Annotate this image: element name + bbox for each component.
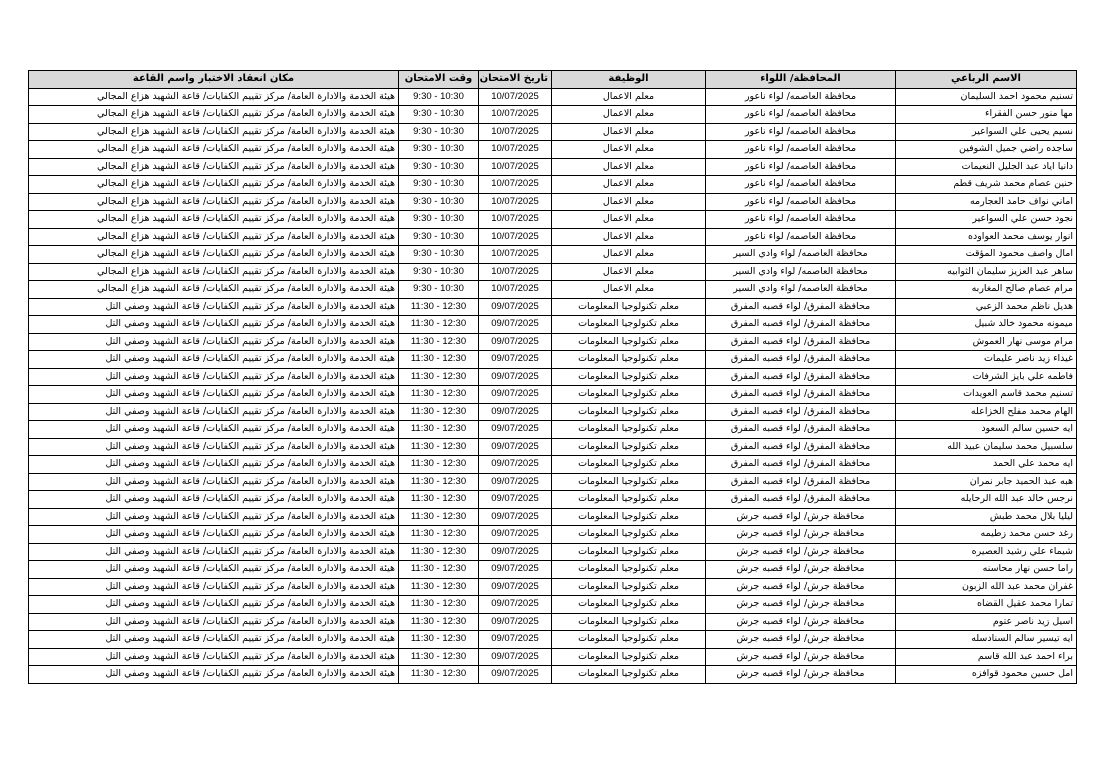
cell-exam-time: 11:30 - 12:30 xyxy=(399,351,479,369)
cell-exam-date: 09/07/2025 xyxy=(479,613,552,631)
cell-governorate: محافظة جرش/ لواء قصبه جرش xyxy=(706,508,896,526)
cell-exam-date: 09/07/2025 xyxy=(479,456,552,474)
cell-full-name: مها منور حسن الفقراء xyxy=(896,106,1077,124)
cell-job: معلم الاعمال xyxy=(552,123,706,141)
header-full-name: الاسم الرباعي xyxy=(896,71,1077,89)
cell-exam-date: 09/07/2025 xyxy=(479,543,552,561)
cell-job: معلم تكنولوجيا المعلومات xyxy=(552,526,706,544)
cell-exam-time: 11:30 - 12:30 xyxy=(399,298,479,316)
cell-exam-location: هيئة الخدمة والادارة العامة/ مركز تقييم الكفايات/ قاعة الشهيد وصفي التل xyxy=(29,351,399,369)
cell-full-name: انوار يوسف محمد العواوده xyxy=(896,228,1077,246)
table-row xyxy=(29,176,1077,194)
cell-exam-date: 10/07/2025 xyxy=(479,88,552,106)
cell-job: معلم الاعمال xyxy=(552,246,706,264)
cell-exam-time: 11:30 - 12:30 xyxy=(399,526,479,544)
cell-exam-time: 9:30 - 10:30 xyxy=(399,281,479,299)
cell-exam-location: هيئة الخدمة والادارة العامة/ مركز تقييم الكفايات/ قاعة الشهيد وصفي التل xyxy=(29,648,399,666)
table-row xyxy=(29,158,1077,176)
cell-exam-location: هيئة الخدمة والادارة العامة/ مركز تقييم الكفايات/ قاعة الشهيد وصفي التل xyxy=(29,386,399,404)
cell-exam-time: 11:30 - 12:30 xyxy=(399,578,479,596)
cell-job: معلم الاعمال xyxy=(552,228,706,246)
cell-exam-time: 9:30 - 10:30 xyxy=(399,88,479,106)
cell-exam-location: هيئة الخدمة والادارة العامة/ مركز تقييم الكفايات/ قاعة الشهيد هزاع المجالي xyxy=(29,106,399,124)
table-row xyxy=(29,526,1077,544)
cell-exam-location: هيئة الخدمة والادارة العامة/ مركز تقييم الكفايات/ قاعة الشهيد هزاع المجالي xyxy=(29,211,399,229)
cell-exam-date: 10/07/2025 xyxy=(479,123,552,141)
cell-full-name: ايه حسين سالم السعود xyxy=(896,421,1077,439)
header-governorate: المحافظة/ اللواء xyxy=(706,71,896,89)
cell-exam-time: 11:30 - 12:30 xyxy=(399,648,479,666)
cell-exam-time: 11:30 - 12:30 xyxy=(399,631,479,649)
cell-exam-time: 11:30 - 12:30 xyxy=(399,438,479,456)
cell-exam-time: 9:30 - 10:30 xyxy=(399,106,479,124)
cell-job: معلم الاعمال xyxy=(552,176,706,194)
table-row xyxy=(29,403,1077,421)
cell-governorate: محافظة العاصمه/ لواء ناعور xyxy=(706,88,896,106)
cell-job: معلم تكنولوجيا المعلومات xyxy=(552,613,706,631)
cell-exam-location: هيئة الخدمة والادارة العامة/ مركز تقييم الكفايات/ قاعة الشهيد وصفي التل xyxy=(29,613,399,631)
cell-full-name: رغد حسن محمد زطيمه xyxy=(896,526,1077,544)
cell-exam-location: هيئة الخدمة والادارة العامة/ مركز تقييم الكفايات/ قاعة الشهيد وصفي التل xyxy=(29,333,399,351)
cell-job: معلم تكنولوجيا المعلومات xyxy=(552,368,706,386)
table-row xyxy=(29,596,1077,614)
cell-exam-time: 9:30 - 10:30 xyxy=(399,141,479,159)
cell-exam-date: 10/07/2025 xyxy=(479,281,552,299)
cell-exam-time: 11:30 - 12:30 xyxy=(399,543,479,561)
cell-governorate: محافظة العاصمه/ لواء ناعور xyxy=(706,193,896,211)
header-exam-date: تاريخ الامتحان xyxy=(479,71,552,89)
cell-full-name: اماني نواف حامد العجارمه xyxy=(896,193,1077,211)
cell-exam-date: 09/07/2025 xyxy=(479,316,552,334)
cell-full-name: غيداء زيد ناصر عليمات xyxy=(896,351,1077,369)
cell-job: معلم تكنولوجيا المعلومات xyxy=(552,351,706,369)
cell-governorate: محافظة العاصمه/ لواء ناعور xyxy=(706,228,896,246)
cell-full-name: هبه عبد الحميد جابر نمران xyxy=(896,473,1077,491)
cell-full-name: راما حسن نهار محاسنه xyxy=(896,561,1077,579)
cell-exam-location: هيئة الخدمة والادارة العامة/ مركز تقييم الكفايات/ قاعة الشهيد وصفي التل xyxy=(29,596,399,614)
table-body xyxy=(29,88,1077,683)
cell-job: معلم الاعمال xyxy=(552,106,706,124)
cell-governorate: محافظة جرش/ لواء قصبه جرش xyxy=(706,578,896,596)
cell-exam-date: 09/07/2025 xyxy=(479,648,552,666)
table-row xyxy=(29,211,1077,229)
cell-governorate: محافظة المفرق/ لواء قصبه المفرق xyxy=(706,403,896,421)
cell-exam-date: 09/07/2025 xyxy=(479,333,552,351)
cell-exam-date: 09/07/2025 xyxy=(479,561,552,579)
table-row xyxy=(29,543,1077,561)
cell-job: معلم الاعمال xyxy=(552,193,706,211)
table-row xyxy=(29,281,1077,299)
table-row xyxy=(29,421,1077,439)
table-row xyxy=(29,491,1077,509)
cell-full-name: امال واصف محمود المؤقت xyxy=(896,246,1077,264)
cell-job: معلم تكنولوجيا المعلومات xyxy=(552,508,706,526)
cell-exam-time: 11:30 - 12:30 xyxy=(399,333,479,351)
cell-exam-location: هيئة الخدمة والادارة العامة/ مركز تقييم الكفايات/ قاعة الشهيد هزاع المجالي xyxy=(29,228,399,246)
cell-governorate: محافظة العاصمه/ لواء ناعور xyxy=(706,141,896,159)
table-row xyxy=(29,456,1077,474)
cell-exam-time: 9:30 - 10:30 xyxy=(399,123,479,141)
cell-job: معلم تكنولوجيا المعلومات xyxy=(552,666,706,684)
cell-full-name: الهام محمد مفلح الخزاعله xyxy=(896,403,1077,421)
cell-exam-location: هيئة الخدمة والادارة العامة/ مركز تقييم الكفايات/ قاعة الشهيد هزاع المجالي xyxy=(29,88,399,106)
cell-governorate: محافظة العاصمه/ لواء ناعور xyxy=(706,123,896,141)
cell-job: معلم تكنولوجيا المعلومات xyxy=(552,438,706,456)
cell-full-name: ساهر عبد العزيز سليمان الثوابيه xyxy=(896,263,1077,281)
cell-exam-date: 09/07/2025 xyxy=(479,596,552,614)
cell-exam-location: هيئة الخدمة والادارة العامة/ مركز تقييم الكفايات/ قاعة الشهيد هزاع المجالي xyxy=(29,176,399,194)
cell-exam-date: 10/07/2025 xyxy=(479,211,552,229)
cell-exam-time: 11:30 - 12:30 xyxy=(399,403,479,421)
cell-exam-date: 09/07/2025 xyxy=(479,526,552,544)
cell-exam-time: 11:30 - 12:30 xyxy=(399,491,479,509)
cell-governorate: محافظة المفرق/ لواء قصبه المفرق xyxy=(706,386,896,404)
cell-exam-date: 09/07/2025 xyxy=(479,298,552,316)
table-row xyxy=(29,316,1077,334)
cell-governorate: محافظة جرش/ لواء قصبه جرش xyxy=(706,648,896,666)
table-row xyxy=(29,106,1077,124)
cell-exam-location: هيئة الخدمة والادارة العامة/ مركز تقييم الكفايات/ قاعة الشهيد هزاع المجالي xyxy=(29,193,399,211)
cell-exam-time: 9:30 - 10:30 xyxy=(399,211,479,229)
cell-exam-location: هيئة الخدمة والادارة العامة/ مركز تقييم الكفايات/ قاعة الشهيد وصفي التل xyxy=(29,421,399,439)
cell-exam-date: 09/07/2025 xyxy=(479,578,552,596)
cell-exam-time: 11:30 - 12:30 xyxy=(399,421,479,439)
table-row xyxy=(29,561,1077,579)
cell-exam-location: هيئة الخدمة والادارة العامة/ مركز تقييم الكفايات/ قاعة الشهيد وصفي التل xyxy=(29,438,399,456)
cell-full-name: ايه محمد علي الحمد xyxy=(896,456,1077,474)
cell-full-name: مرام موسى نهار العموش xyxy=(896,333,1077,351)
cell-governorate: محافظة جرش/ لواء قصبه جرش xyxy=(706,543,896,561)
cell-full-name: ايه تيسير سالم السنادسله xyxy=(896,631,1077,649)
cell-exam-time: 9:30 - 10:30 xyxy=(399,158,479,176)
cell-job: معلم تكنولوجيا المعلومات xyxy=(552,596,706,614)
cell-exam-date: 09/07/2025 xyxy=(479,368,552,386)
table-row xyxy=(29,438,1077,456)
cell-governorate: محافظة العاصمه/ لواء وادي السير xyxy=(706,263,896,281)
cell-governorate: محافظة المفرق/ لواء قصبه المفرق xyxy=(706,491,896,509)
cell-exam-time: 11:30 - 12:30 xyxy=(399,508,479,526)
cell-exam-location: هيئة الخدمة والادارة العامة/ مركز تقييم الكفايات/ قاعة الشهيد وصفي التل xyxy=(29,491,399,509)
cell-full-name: نسيم يحيى علي السواعير xyxy=(896,123,1077,141)
table-row xyxy=(29,666,1077,684)
table-row xyxy=(29,123,1077,141)
cell-governorate: محافظة المفرق/ لواء قصبه المفرق xyxy=(706,298,896,316)
cell-job: معلم الاعمال xyxy=(552,211,706,229)
cell-governorate: محافظة العاصمه/ لواء ناعور xyxy=(706,176,896,194)
cell-governorate: محافظة العاصمه/ لواء وادي السير xyxy=(706,281,896,299)
cell-exam-location: هيئة الخدمة والادارة العامة/ مركز تقييم الكفايات/ قاعة الشهيد وصفي التل xyxy=(29,298,399,316)
table-row xyxy=(29,578,1077,596)
header-row xyxy=(29,71,1077,89)
cell-full-name: تسنيم محمود احمد السليمان xyxy=(896,88,1077,106)
cell-exam-date: 09/07/2025 xyxy=(479,421,552,439)
cell-full-name: مرام عصام صالح المغاربه xyxy=(896,281,1077,299)
table-row xyxy=(29,368,1077,386)
table-row xyxy=(29,88,1077,106)
cell-governorate: محافظة المفرق/ لواء قصبه المفرق xyxy=(706,333,896,351)
cell-job: معلم تكنولوجيا المعلومات xyxy=(552,561,706,579)
cell-job: معلم الاعمال xyxy=(552,281,706,299)
table-row xyxy=(29,141,1077,159)
cell-exam-date: 10/07/2025 xyxy=(479,263,552,281)
cell-governorate: محافظة المفرق/ لواء قصبه المفرق xyxy=(706,351,896,369)
cell-job: معلم تكنولوجيا المعلومات xyxy=(552,578,706,596)
cell-exam-time: 9:30 - 10:30 xyxy=(399,228,479,246)
table-row xyxy=(29,613,1077,631)
cell-job: معلم تكنولوجيا المعلومات xyxy=(552,403,706,421)
cell-exam-time: 11:30 - 12:30 xyxy=(399,368,479,386)
cell-full-name: تمارا محمد عقيل القضاه xyxy=(896,596,1077,614)
cell-exam-time: 11:30 - 12:30 xyxy=(399,613,479,631)
cell-full-name: هديل ناظم محمد الزعبي xyxy=(896,298,1077,316)
cell-exam-time: 11:30 - 12:30 xyxy=(399,561,479,579)
cell-exam-date: 10/07/2025 xyxy=(479,193,552,211)
cell-job: معلم تكنولوجيا المعلومات xyxy=(552,491,706,509)
cell-exam-time: 9:30 - 10:30 xyxy=(399,246,479,264)
cell-job: معلم تكنولوجيا المعلومات xyxy=(552,456,706,474)
cell-job: معلم الاعمال xyxy=(552,88,706,106)
cell-full-name: شيماء علي رشيد العصيره xyxy=(896,543,1077,561)
cell-governorate: محافظة المفرق/ لواء قصبه المفرق xyxy=(706,421,896,439)
cell-exam-date: 10/07/2025 xyxy=(479,176,552,194)
cell-full-name: ليليا بلال محمد طبش xyxy=(896,508,1077,526)
cell-exam-location: هيئة الخدمة والادارة العامة/ مركز تقييم الكفايات/ قاعة الشهيد وصفي التل xyxy=(29,473,399,491)
cell-job: معلم الاعمال xyxy=(552,141,706,159)
cell-job: معلم تكنولوجيا المعلومات xyxy=(552,648,706,666)
exam-schedule-table xyxy=(28,70,1077,684)
cell-exam-date: 10/07/2025 xyxy=(479,141,552,159)
cell-exam-location: هيئة الخدمة والادارة العامة/ مركز تقييم الكفايات/ قاعة الشهيد وصفي التل xyxy=(29,508,399,526)
cell-full-name: اسيل زيد ناصر عتوم xyxy=(896,613,1077,631)
table-row xyxy=(29,228,1077,246)
cell-governorate: محافظة جرش/ لواء قصبه جرش xyxy=(706,613,896,631)
cell-full-name: ميمونه محمود خالد شبيل xyxy=(896,316,1077,334)
cell-exam-date: 09/07/2025 xyxy=(479,403,552,421)
cell-governorate: محافظة جرش/ لواء قصبه جرش xyxy=(706,561,896,579)
cell-governorate: محافظة جرش/ لواء قصبه جرش xyxy=(706,526,896,544)
exam-schedule-sheet xyxy=(28,70,1076,684)
cell-exam-location: هيئة الخدمة والادارة العامة/ مركز تقييم الكفايات/ قاعة الشهيد هزاع المجالي xyxy=(29,281,399,299)
table-row xyxy=(29,631,1077,649)
cell-exam-date: 09/07/2025 xyxy=(479,631,552,649)
cell-full-name: براء احمد عبد الله قاسم xyxy=(896,648,1077,666)
cell-exam-time: 11:30 - 12:30 xyxy=(399,473,479,491)
cell-exam-date: 09/07/2025 xyxy=(479,438,552,456)
cell-full-name: نجود حسن علي السواعير xyxy=(896,211,1077,229)
cell-exam-time: 11:30 - 12:30 xyxy=(399,596,479,614)
cell-exam-location: هيئة الخدمة والادارة العامة/ مركز تقييم الكفايات/ قاعة الشهيد وصفي التل xyxy=(29,316,399,334)
cell-exam-date: 10/07/2025 xyxy=(479,246,552,264)
cell-exam-location: هيئة الخدمة والادارة العامة/ مركز تقييم الكفايات/ قاعة الشهيد وصفي التل xyxy=(29,368,399,386)
cell-governorate: محافظة جرش/ لواء قصبه جرش xyxy=(706,596,896,614)
cell-exam-location: هيئة الخدمة والادارة العامة/ مركز تقييم الكفايات/ قاعة الشهيد وصفي التل xyxy=(29,631,399,649)
table-row xyxy=(29,333,1077,351)
cell-exam-date: 09/07/2025 xyxy=(479,386,552,404)
cell-job: معلم تكنولوجيا المعلومات xyxy=(552,298,706,316)
cell-governorate: محافظة المفرق/ لواء قصبه المفرق xyxy=(706,438,896,456)
cell-job: معلم تكنولوجيا المعلومات xyxy=(552,473,706,491)
cell-exam-date: 09/07/2025 xyxy=(479,491,552,509)
cell-job: معلم الاعمال xyxy=(552,263,706,281)
header-exam-location: مكان انعقاد الاختبار واسم القاعة xyxy=(29,71,399,89)
cell-full-name: فاطمه علي بايز الشرفات xyxy=(896,368,1077,386)
cell-exam-time: 11:30 - 12:30 xyxy=(399,386,479,404)
cell-job: معلم تكنولوجيا المعلومات xyxy=(552,316,706,334)
cell-governorate: محافظة العاصمه/ لواء ناعور xyxy=(706,158,896,176)
cell-exam-location: هيئة الخدمة والادارة العامة/ مركز تقييم الكفايات/ قاعة الشهيد هزاع المجالي xyxy=(29,246,399,264)
cell-exam-location: هيئة الخدمة والادارة العامة/ مركز تقييم الكفايات/ قاعة الشهيد هزاع المجالي xyxy=(29,263,399,281)
cell-full-name: حنين عصام محمد شريف قطم xyxy=(896,176,1077,194)
cell-exam-location: هيئة الخدمة والادارة العامة/ مركز تقييم الكفايات/ قاعة الشهيد وصفي التل xyxy=(29,456,399,474)
cell-governorate: محافظة العاصمه/ لواء وادي السير xyxy=(706,246,896,264)
table-row xyxy=(29,351,1077,369)
cell-full-name: امل حسين محمود قوافزه xyxy=(896,666,1077,684)
cell-job: معلم تكنولوجيا المعلومات xyxy=(552,333,706,351)
cell-exam-time: 9:30 - 10:30 xyxy=(399,193,479,211)
table-row xyxy=(29,508,1077,526)
cell-full-name: نرجس خالد عبد الله الرحايله xyxy=(896,491,1077,509)
cell-exam-location: هيئة الخدمة والادارة العامة/ مركز تقييم الكفايات/ قاعة الشهيد وصفي التل xyxy=(29,666,399,684)
cell-exam-date: 09/07/2025 xyxy=(479,508,552,526)
cell-exam-time: 9:30 - 10:30 xyxy=(399,263,479,281)
cell-full-name: غفران محمد عبد الله الزبون xyxy=(896,578,1077,596)
cell-exam-time: 11:30 - 12:30 xyxy=(399,316,479,334)
header-job: الوظيفة xyxy=(552,71,706,89)
table-row xyxy=(29,298,1077,316)
cell-exam-time: 11:30 - 12:30 xyxy=(399,666,479,684)
table-row xyxy=(29,263,1077,281)
cell-governorate: محافظة المفرق/ لواء قصبه المفرق xyxy=(706,456,896,474)
cell-exam-location: هيئة الخدمة والادارة العامة/ مركز تقييم الكفايات/ قاعة الشهيد وصفي التل xyxy=(29,578,399,596)
cell-governorate: محافظة العاصمه/ لواء ناعور xyxy=(706,106,896,124)
cell-job: معلم تكنولوجيا المعلومات xyxy=(552,421,706,439)
cell-governorate: محافظة جرش/ لواء قصبه جرش xyxy=(706,666,896,684)
cell-job: معلم تكنولوجيا المعلومات xyxy=(552,543,706,561)
cell-exam-location: هيئة الخدمة والادارة العامة/ مركز تقييم الكفايات/ قاعة الشهيد هزاع المجالي xyxy=(29,141,399,159)
table-row xyxy=(29,473,1077,491)
cell-exam-date: 09/07/2025 xyxy=(479,473,552,491)
cell-exam-location: هيئة الخدمة والادارة العامة/ مركز تقييم الكفايات/ قاعة الشهيد وصفي التل xyxy=(29,561,399,579)
cell-exam-location: هيئة الخدمة والادارة العامة/ مركز تقييم الكفايات/ قاعة الشهيد وصفي التل xyxy=(29,543,399,561)
cell-exam-location: هيئة الخدمة والادارة العامة/ مركز تقييم الكفايات/ قاعة الشهيد وصفي التل xyxy=(29,526,399,544)
cell-exam-location: هيئة الخدمة والادارة العامة/ مركز تقييم الكفايات/ قاعة الشهيد وصفي التل xyxy=(29,403,399,421)
cell-full-name: تسنيم محمد قاسم العويدات xyxy=(896,386,1077,404)
cell-exam-location: هيئة الخدمة والادارة العامة/ مركز تقييم الكفايات/ قاعة الشهيد هزاع المجالي xyxy=(29,158,399,176)
cell-exam-date: 10/07/2025 xyxy=(479,228,552,246)
table-row xyxy=(29,246,1077,264)
table-row xyxy=(29,386,1077,404)
cell-governorate: محافظة المفرق/ لواء قصبه المفرق xyxy=(706,316,896,334)
cell-exam-location: هيئة الخدمة والادارة العامة/ مركز تقييم الكفايات/ قاعة الشهيد هزاع المجالي xyxy=(29,123,399,141)
cell-exam-date: 09/07/2025 xyxy=(479,666,552,684)
cell-exam-date: 10/07/2025 xyxy=(479,106,552,124)
cell-exam-time: 9:30 - 10:30 xyxy=(399,176,479,194)
cell-governorate: محافظة المفرق/ لواء قصبه المفرق xyxy=(706,473,896,491)
cell-governorate: محافظة المفرق/ لواء قصبه المفرق xyxy=(706,368,896,386)
table-row xyxy=(29,193,1077,211)
cell-full-name: ساجده راضي جميل الشوفين xyxy=(896,141,1077,159)
cell-governorate: محافظة العاصمه/ لواء ناعور xyxy=(706,211,896,229)
cell-job: معلم تكنولوجيا المعلومات xyxy=(552,631,706,649)
cell-job: معلم تكنولوجيا المعلومات xyxy=(552,386,706,404)
table-row xyxy=(29,648,1077,666)
cell-exam-date: 09/07/2025 xyxy=(479,351,552,369)
cell-exam-date: 10/07/2025 xyxy=(479,158,552,176)
cell-full-name: سلسبيل محمد سليمان عبيد الله xyxy=(896,438,1077,456)
cell-job: معلم الاعمال xyxy=(552,158,706,176)
cell-full-name: دانيا اياد عبد الجليل النعيمات xyxy=(896,158,1077,176)
cell-governorate: محافظة جرش/ لواء قصبه جرش xyxy=(706,631,896,649)
cell-exam-time: 11:30 - 12:30 xyxy=(399,456,479,474)
header-exam-time: وقت الامتحان xyxy=(399,71,479,89)
